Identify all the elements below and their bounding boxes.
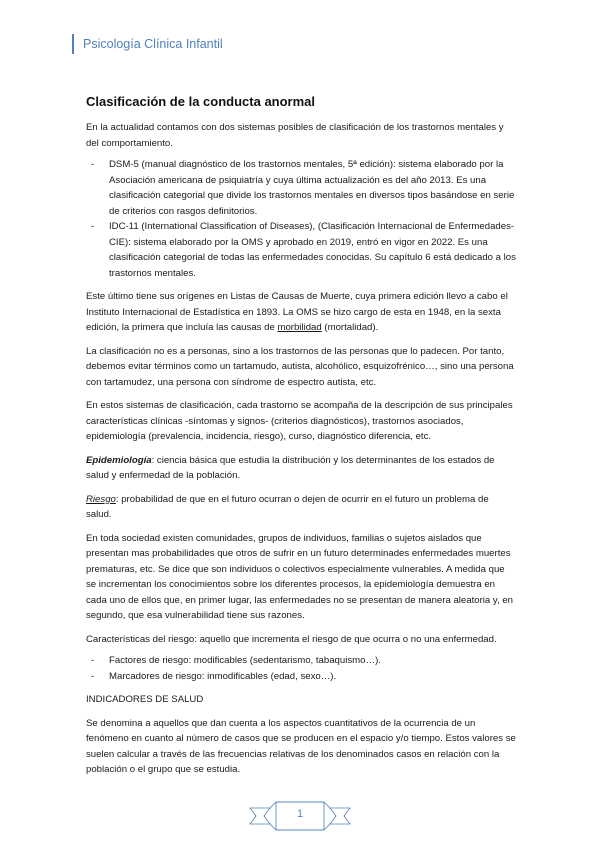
classification-systems-list (86, 157, 516, 281)
document-body (86, 93, 516, 786)
origins-text: Este último tiene sus orígenes en Listas de Causas de Muerte, cuya primera edición llevo a cabo el Instituto Internacional de Estadística en 1893. La OMS se hizo cargo de esta en 1948, en la sexta edición, la primera que incluía las causas de (86, 291, 508, 333)
section-title: Clasificación de la conducta anormal (86, 94, 316, 109)
risk-text: : probabilidad de que en el futuro ocurran o dejen de ocurrir en el futuro un problema de salud. (86, 493, 489, 520)
systems-description-paragraph: En estos sistemas de clasificación, cada trastorno se acompaña de la descripción de sus principales características clínicas -síntomas y signos- (criterios diagnósticos), trastornos asociados, epidemiología (prevalencia, incidencia, riesgo), curso, diagnóstico diferencia, etc. (86, 400, 513, 442)
epidemiology-text: : ciencia básica que estudia la distribución y los determinantes de los estados de salud y enfermedad de la población. (86, 454, 495, 481)
risk-characteristics-paragraph: Características del riesgo: aquello que incrementa el riesgo de que ocurra o no una enfermedad. (86, 633, 497, 645)
list-item-text: IDC-11 (International Classification of Diseases), (Clasificación Internacional de Enfermedades-CIE): sistema elaborado por la OMS y aprobado en 2019, entró en vigor en 2022. Es una clasificación categorial de todas las enfermedades conocidas. Su capítulo 6 está dedicado a los trastornos mentales. (109, 221, 516, 279)
classification-note-paragraph: La clasificación no es a personas, sino a los trastornos de las personas que lo padecen. Por tanto, debemos evitar términos como un tartamudo, autista, alcohólico, esquizofrénico…, sino una persona con tartamudez, una persona con síndrome de espectro autista, etc. (86, 345, 514, 388)
header-title: Psicología Clínica Infantil (83, 37, 223, 51)
dash-bullet: - (91, 655, 95, 666)
list-item-text: DSM-5 (manual diagnóstico de los trastornos mentales, 5ª edición): sistema elaborado por la Asociación americana de psiquiatría y cuya última actualización es del año 2013. Es una clasificación categorial que divide los trastornos mentales en diversos tipos basándose en serie de criterios con rasgos definitorios. (109, 159, 515, 217)
list-item (86, 653, 516, 669)
list-item-text: Factores de riesgo: modificables (sedentarismo, tabaquismo…). (109, 655, 381, 666)
indicators-paragraph: Se denomina a aquellos que dan cuenta a los aspectos cuantitativos de la ocurrencia de un fenómeno en cuanto al número de casos que se producen en el espacio y/o tiempo. Estos valores se suelen calcular a través de las frecuencias relativas de los denominados casos en relación con la población o el grupo que se estudia. (86, 717, 516, 775)
intro-paragraph: En la actualidad contamos con dos sistemas posibles de clasificación de los trastornos mentales y del comportamiento. (86, 122, 504, 149)
risk-term: Riesgo (86, 493, 116, 505)
origins-text-end: (mortalidad). (321, 322, 379, 333)
dash-bullet: - (91, 221, 95, 232)
epidemiology-term: Epidemiología (86, 454, 152, 466)
dash-bullet: - (91, 159, 95, 170)
risk-definition (86, 492, 516, 523)
list-item (86, 219, 516, 281)
origins-paragraph (86, 289, 516, 336)
page-footer (248, 798, 352, 834)
list-item (86, 669, 516, 685)
vulnerability-paragraph: En toda sociedad existen comunidades, grupos de individuos, familias o sujetos aislados que presentan mas probabilidades que otros de sufrir en un futuro determinades enfermedades muertes prematuras, etc. Se dice que son individuos o colectivos especialmente vulnerables. A medida que se incrementan los conocimientos sobre los diferentes procesos, la epidemiología demuestra en cada uno de ellos que, en primer lugar, las enfermedades no se presentan de manera aleatoria y, en segundo, que esa vulnerabilidad tiene sus razones. (86, 532, 514, 621)
morbilidad-term: morbilidad (277, 322, 322, 333)
page-header (72, 34, 223, 54)
risk-factors-list (86, 653, 516, 684)
page-number: 1 (296, 808, 304, 820)
list-item (86, 157, 516, 219)
list-item-text: Marcadores de riesgo: inmodificables (edad, sexo…). (109, 670, 337, 682)
epidemiology-definition (86, 453, 516, 484)
indicators-heading: INDICADORES DE SALUD (86, 694, 204, 705)
dash-bullet: - (91, 670, 95, 682)
